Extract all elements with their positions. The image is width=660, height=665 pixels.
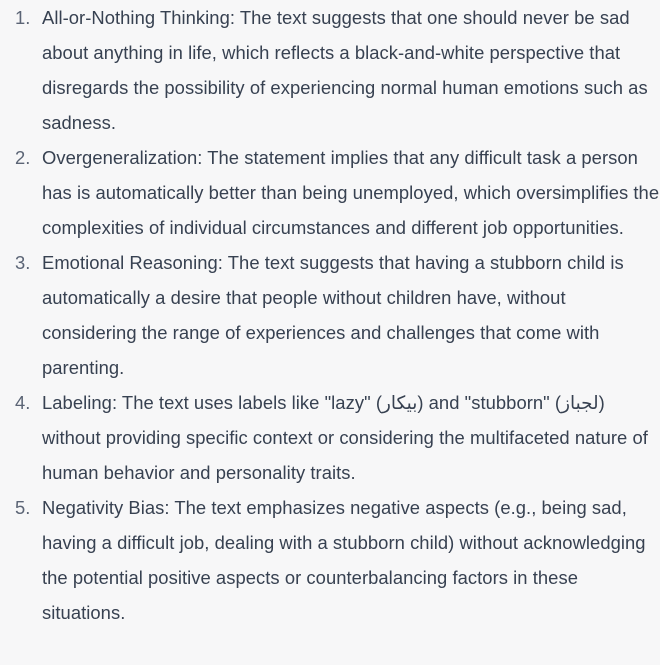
list-item-text: Emotional Reasoning: The text suggests that having a stubborn child is automatically a desire that people without children have, without considering the range of experiences and challenges that come with parenting. (42, 252, 624, 378)
list-item-text: All-or-Nothing Thinking: The text suggests that one should never be sad about anything in life, which reflects a black-and-white perspective that disregards the possibility of experiencing normal human emotions such as sadness. (42, 7, 648, 133)
labeling-text-start: Labeling: The text uses labels like "lazy" ( (42, 392, 382, 413)
list-item (0, 385, 660, 490)
list-item-number: 5. (15, 497, 31, 518)
labeling-text-middle: ) and "stubborn" ( (417, 392, 562, 413)
list-item (0, 0, 660, 140)
arabic-term-lazy: بيكار (382, 392, 418, 413)
list-item-number: 2. (15, 147, 31, 168)
arabic-term-stubborn: لجباز (561, 392, 599, 413)
list-item-number: 4. (15, 392, 31, 413)
list-item (0, 490, 660, 630)
labeling-text-end: ) without providing specific context or considering the multifaceted nature of human behavior and personality traits. (42, 392, 648, 483)
list-item-text: Negativity Bias: The text emphasizes negative aspects (e.g., being sad, having a difficult job, dealing with a stubborn child) without acknowledging the potential positive aspects or counterbalancing factors in these situations. (42, 497, 646, 623)
list-item-number: 3. (15, 252, 31, 273)
list-item-text: Overgeneralization: The statement implies that any difficult task a person has is automatically better than being unemployed, which oversimplifies the complexities of individual circumstances and different job opportunities. (42, 147, 660, 238)
list-item (0, 140, 660, 245)
list-item (0, 245, 660, 385)
list-item-text (42, 385, 660, 490)
list-item-number: 1. (15, 7, 31, 28)
